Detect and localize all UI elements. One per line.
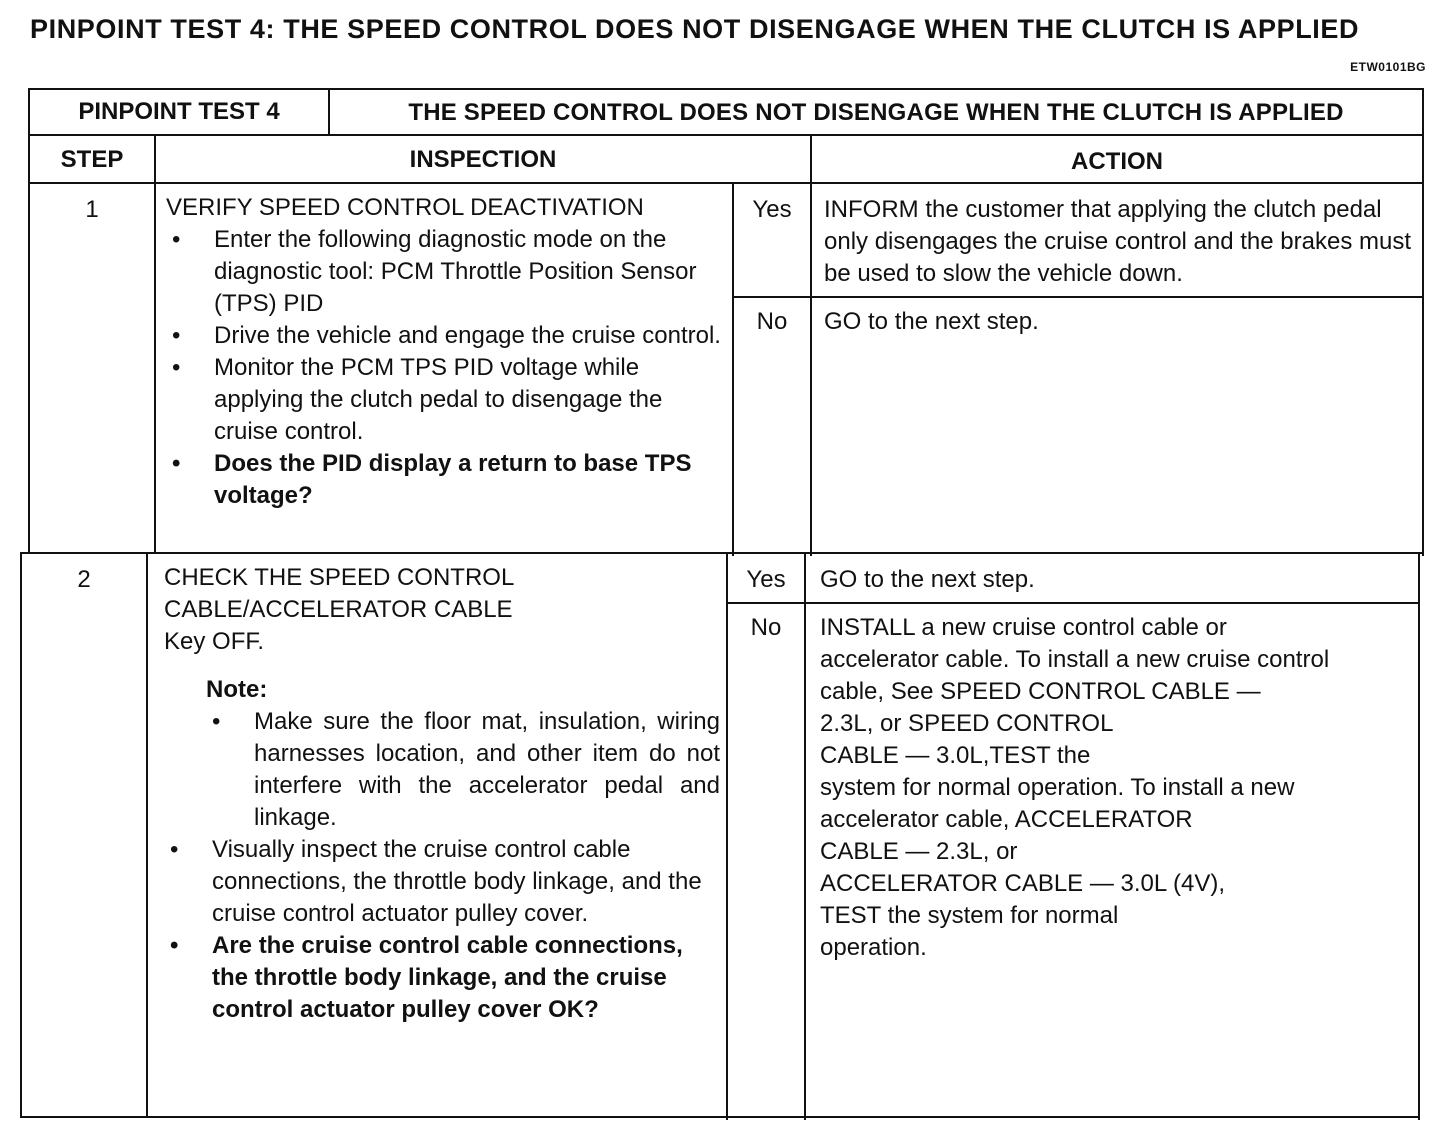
step-2-no-action-line-7: accelerator cable, ACCELERATOR	[820, 806, 1193, 833]
col-divider-step-lower	[146, 552, 148, 1118]
page-title: PINPOINT TEST 4: THE SPEED CONTROL DOES NOT DISENGAGE WHEN THE CLUTCH IS APPLIED	[30, 14, 1360, 44]
step-2-inspection	[164, 562, 720, 1026]
step-2-no-action-line-1: INSTALL a new cruise control cable or	[820, 614, 1227, 641]
step-2-no-action-line-9: ACCELERATOR CABLE — 3.0L (4V),	[820, 870, 1226, 897]
step-1-bullet-2: • Drive the vehicle and engage the cruise control.	[166, 320, 726, 352]
step-2-no-label: No	[750, 614, 782, 641]
step-2-no-action-line-5: CABLE — 3.0L,TEST the	[820, 742, 1091, 769]
step-2-note-list	[206, 706, 720, 834]
step-1-question: • Does the PID display a return to base TPS voltage?	[166, 448, 726, 512]
step-2-bullet-list	[164, 834, 720, 1026]
step-2-no-action-line-11: operation.	[820, 934, 927, 961]
step-1-no-action: GO to the next step.	[824, 308, 1039, 335]
step-2-bullet-1: • Visually inspect the cruise control cable connections, the throttle body linkage, and the cruise control actuator pulley cover.	[164, 834, 720, 930]
step-1-yes-no-divider	[732, 296, 1424, 298]
table-border-bottom	[20, 1116, 1420, 1118]
step-2-note-bullet-1: • Make sure the floor mat, insulation, wiring harnesses location, and other item do not interfere with the accelerator pedal and linkage.	[206, 706, 720, 834]
step-1-number: 1	[85, 196, 99, 223]
test-header	[28, 88, 1424, 136]
step-1-bullet-1: • Enter the following diagnostic mode on the diagnostic tool: PCM Throttle Position Sensor (TPS) PID	[166, 224, 726, 320]
step-2-note-label: Note:	[206, 676, 268, 703]
step-1-bullet-3: • Monitor the PCM TPS PID voltage while applying the clutch pedal to disengage the cruise control.	[166, 352, 726, 448]
step-2-no-action-line-8: CABLE — 2.3L, or	[820, 838, 1018, 865]
step-1-yes-action: INFORM the customer that applying the clutch pedal only disengages the cruise control and the brakes must be used to slow the vehicle down.	[824, 196, 1412, 287]
test-label: PINPOINT TEST 4	[30, 90, 330, 134]
step-2-yes-no-divider	[726, 602, 1420, 604]
step-row-divider	[20, 552, 1424, 554]
table-border-right-lower	[1418, 554, 1420, 1120]
step-2-no-action-line-3: cable, See SPEED CONTROL CABLE —	[820, 678, 1261, 705]
col-header-step: STEP	[60, 146, 124, 173]
step-1-heading: VERIFY SPEED CONTROL DEACTIVATION	[166, 194, 644, 221]
col-divider-action-lower	[804, 554, 806, 1120]
col-divider-action	[810, 136, 812, 556]
step-2-question: • Are the cruise control cable connections, the throttle body linkage, and the cruise control actuator pulley cover OK?	[164, 930, 720, 1026]
step-2-no-action-line-2: accelerator cable. To install a new cruise control	[820, 646, 1330, 673]
step-2-key-off: Key OFF.	[164, 628, 265, 655]
step-2-no-action	[820, 612, 1416, 964]
step-1-yes-label: Yes	[752, 196, 792, 223]
step-2-no-action-line-4: 2.3L, or SPEED CONTROL	[820, 710, 1114, 737]
table-border-right	[1422, 136, 1424, 556]
step-2-no-action-line-6: system for normal operation. To install a new	[820, 774, 1295, 801]
test-title: THE SPEED CONTROL DOES NOT DISENGAGE WHEN THE CLUTCH IS APPLIED	[408, 99, 1344, 126]
step-1-inspection	[166, 192, 726, 512]
step-2-number: 2	[77, 566, 91, 593]
step-2-heading: CHECK THE SPEED CONTROL CABLE/ACCELERATOR CABLE	[164, 564, 514, 623]
step-2-no-action-line-10: TEST the system for normal	[820, 902, 1119, 929]
step-2-yes-label: Yes	[746, 566, 786, 593]
col-divider-yesno	[732, 184, 734, 556]
step-1-no-label: No	[756, 308, 788, 335]
step-1-bullet-list	[166, 224, 726, 512]
col-divider-step	[154, 136, 156, 554]
step-2-yes-action: GO to the next step.	[820, 566, 1035, 593]
step-2-note	[206, 674, 720, 834]
table-border-left-lower	[20, 552, 22, 1118]
col-header-action: ACTION	[1071, 148, 1163, 175]
figure-code: ETW0101BG	[1350, 60, 1426, 74]
col-header-inspection: INSPECTION	[409, 146, 557, 173]
